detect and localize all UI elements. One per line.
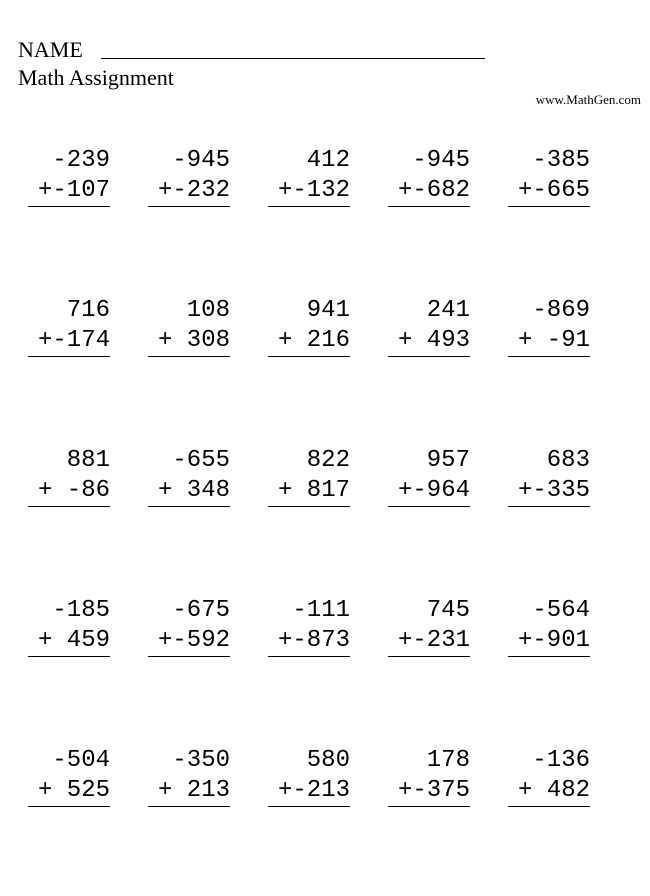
site-url: www.MathGen.com [535, 92, 641, 107]
addition-problem [148, 596, 268, 746]
addition-problem [28, 746, 148, 896]
problem-row [28, 596, 628, 746]
name-label: NAME [18, 37, 83, 62]
addition-problem [508, 146, 628, 296]
addition-problem [268, 146, 388, 296]
problem-bottom-operand: + -91 [508, 326, 590, 357]
problem-top-number: 957 [426, 447, 470, 474]
problem-top-number: -385 [532, 147, 590, 174]
problem-grid [28, 146, 628, 896]
problem-bottom-operand: + 459 [28, 626, 110, 657]
addition-problem [508, 296, 628, 446]
problem-bottom-operand: + 817 [268, 476, 350, 507]
problem-bottom-operand: +-132 [268, 176, 350, 207]
addition-problem [268, 446, 388, 596]
problem-bottom-operand: +-107 [28, 176, 110, 207]
problem-row [28, 446, 628, 596]
problem-top-number: 683 [546, 447, 590, 474]
addition-problem [388, 296, 508, 446]
problem-top-number: -239 [52, 147, 110, 174]
addition-problem [148, 296, 268, 446]
worksheet-header [18, 36, 485, 92]
addition-problem [508, 446, 628, 596]
addition-problem [508, 596, 628, 746]
problem-top-number: 108 [186, 297, 230, 324]
problem-top-number: 716 [66, 297, 110, 324]
problem-top-number: 822 [306, 447, 350, 474]
addition-problem [148, 446, 268, 596]
problem-bottom-operand: + 308 [148, 326, 230, 357]
name-blank-line[interactable] [101, 58, 485, 59]
problem-row [28, 746, 628, 896]
problem-top-number: 580 [306, 747, 350, 774]
problem-bottom-operand: +-592 [148, 626, 230, 657]
problem-bottom-operand: + -86 [28, 476, 110, 507]
addition-problem [28, 596, 148, 746]
problem-bottom-operand: + 482 [508, 776, 590, 807]
problem-top-number: -869 [532, 297, 590, 324]
problem-bottom-operand: +-901 [508, 626, 590, 657]
addition-problem [148, 146, 268, 296]
problem-bottom-operand: + 348 [148, 476, 230, 507]
name-row [18, 36, 485, 64]
problem-bottom-operand: +-964 [388, 476, 470, 507]
addition-problem [28, 446, 148, 596]
addition-problem [388, 146, 508, 296]
problem-top-number: -945 [172, 147, 230, 174]
problem-bottom-operand: +-665 [508, 176, 590, 207]
problem-bottom-operand: + 493 [388, 326, 470, 357]
problem-top-number: 941 [306, 297, 350, 324]
problem-top-number: 178 [426, 747, 470, 774]
problem-top-number: -136 [532, 747, 590, 774]
problem-bottom-operand: +-873 [268, 626, 350, 657]
addition-problem [388, 596, 508, 746]
problem-bottom-operand: + 216 [268, 326, 350, 357]
problem-top-number: 881 [66, 447, 110, 474]
problem-bottom-operand: +-174 [28, 326, 110, 357]
problem-top-number: -675 [172, 597, 230, 624]
addition-problem [268, 296, 388, 446]
worksheet-title: Math Assignment [18, 65, 174, 90]
problem-top-number: 412 [306, 147, 350, 174]
problem-bottom-operand: +-231 [388, 626, 470, 657]
addition-problem [388, 446, 508, 596]
problem-top-number: -655 [172, 447, 230, 474]
problem-bottom-operand: + 213 [148, 776, 230, 807]
problem-top-number: 745 [426, 597, 470, 624]
problem-row [28, 296, 628, 446]
addition-problem [268, 746, 388, 896]
problem-bottom-operand: +-213 [268, 776, 350, 807]
problem-top-number: -111 [292, 597, 350, 624]
problem-row [28, 146, 628, 296]
problem-top-number: -185 [52, 597, 110, 624]
problem-top-number: -945 [412, 147, 470, 174]
addition-problem [508, 746, 628, 896]
problem-bottom-operand: + 525 [28, 776, 110, 807]
problem-top-number: -350 [172, 747, 230, 774]
addition-problem [148, 746, 268, 896]
problem-bottom-operand: +-682 [388, 176, 470, 207]
addition-problem [388, 746, 508, 896]
problem-bottom-operand: +-375 [388, 776, 470, 807]
problem-top-number: -504 [52, 747, 110, 774]
addition-problem [28, 146, 148, 296]
problem-top-number: 241 [426, 297, 470, 324]
addition-problem [28, 296, 148, 446]
problem-bottom-operand: +-335 [508, 476, 590, 507]
addition-problem [268, 596, 388, 746]
problem-top-number: -564 [532, 597, 590, 624]
problem-bottom-operand: +-232 [148, 176, 230, 207]
